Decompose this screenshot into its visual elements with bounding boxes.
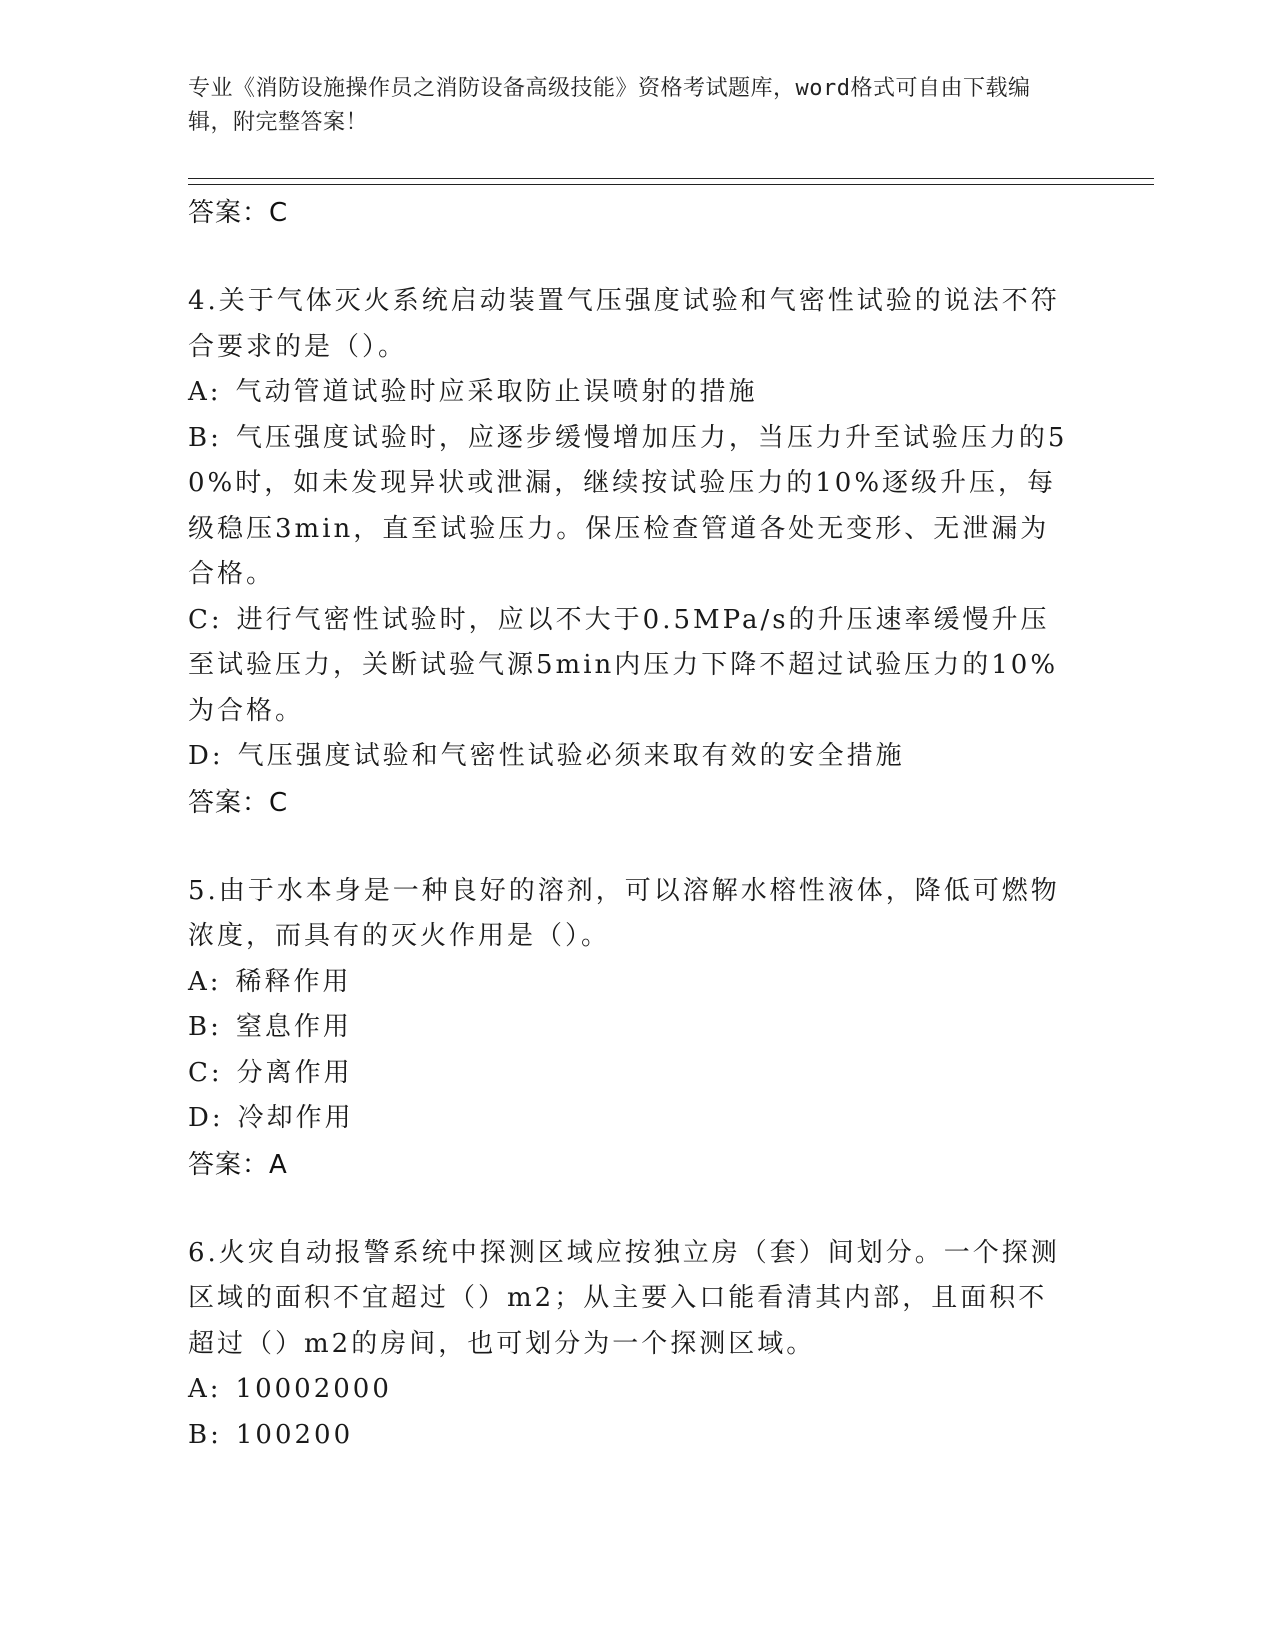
- option-text: 气压强度试验时，应逐步缓慢增加压力，当压力升至试验压力的50%时，如未发现异状或泄漏，继续按试验压力的10%逐级升压，每级稳压3min，直至试验压力。保压检查管道各处无变形、无泄漏为合格。: [188, 422, 1068, 589]
- option-text: 气动管道试验时应采取防止误喷射的措施: [235, 377, 758, 407]
- option-letter: A:: [188, 377, 222, 407]
- question-5: [188, 869, 1068, 1188]
- option-text: 稀释作用: [235, 966, 352, 997]
- option-letter: D:: [188, 1103, 224, 1133]
- option-letter: C:: [188, 1057, 223, 1088]
- option-letter: B:: [188, 422, 222, 453]
- answer-line: 答案：C: [188, 198, 289, 228]
- question-text: 5.由于水本身是一种良好的溶剂，可以溶解水榕性液体，降低可燃物浓度，而具有的灭火作用是（）。: [188, 875, 1060, 951]
- option-a: [188, 1367, 1068, 1413]
- option-text: 100200: [235, 1419, 354, 1450]
- option-c: [188, 1051, 1068, 1097]
- option-letter: B:: [188, 1012, 222, 1042]
- option-text: 冷却作用: [237, 1103, 354, 1133]
- option-d: [188, 1096, 1068, 1142]
- option-text: 气压强度试验和气密性试验必须来取有效的安全措施: [237, 741, 905, 771]
- option-text: 10002000: [235, 1374, 392, 1404]
- option-b: [188, 1413, 1068, 1459]
- option-letter: B:: [188, 1419, 222, 1450]
- option-b: [188, 1005, 1068, 1051]
- option-d: [188, 734, 1068, 780]
- question-text: 4.关于气体灭火系统启动装置气压强度试验和气密性试验的说法不符合要求的是（）。: [188, 286, 1060, 362]
- option-b: [188, 416, 1068, 598]
- question-6: [188, 1231, 1068, 1459]
- answer-line: 答案：C: [188, 787, 289, 818]
- option-letter: A:: [188, 966, 222, 997]
- question-4: [188, 279, 1068, 826]
- option-a: [188, 960, 1068, 1006]
- option-letter: D:: [188, 741, 224, 771]
- answer-line: 答案：A: [188, 1149, 288, 1180]
- option-c: [188, 598, 1068, 735]
- question-text: 6.火灾自动报警系统中探测区域应按独立房（套）间划分。一个探测区域的面积不宜超过（）m2；从主要入口能看清其内部，且面积不超过（）m2的房间，也可划分为一个探测区域。: [188, 1237, 1060, 1359]
- option-text: 分离作用: [236, 1057, 353, 1088]
- document-content: [188, 190, 1068, 1458]
- header-divider: [188, 178, 1154, 185]
- option-a: [188, 370, 1068, 416]
- page-header: 专业《消防设施操作员之消防设备高级技能》资格考试题库，word格式可自由下载编辑，附完整答案！: [188, 76, 1031, 135]
- option-letter: A:: [188, 1374, 222, 1404]
- option-text: 窒息作用: [235, 1012, 352, 1042]
- option-text: 进行气密性试验时，应以不大于0.5MPa/s的升压速率缓慢升压至试验压力，关断试验气源5min内压力下降不超过试验压力的10%为合格。: [188, 604, 1059, 726]
- option-letter: C:: [188, 604, 223, 635]
